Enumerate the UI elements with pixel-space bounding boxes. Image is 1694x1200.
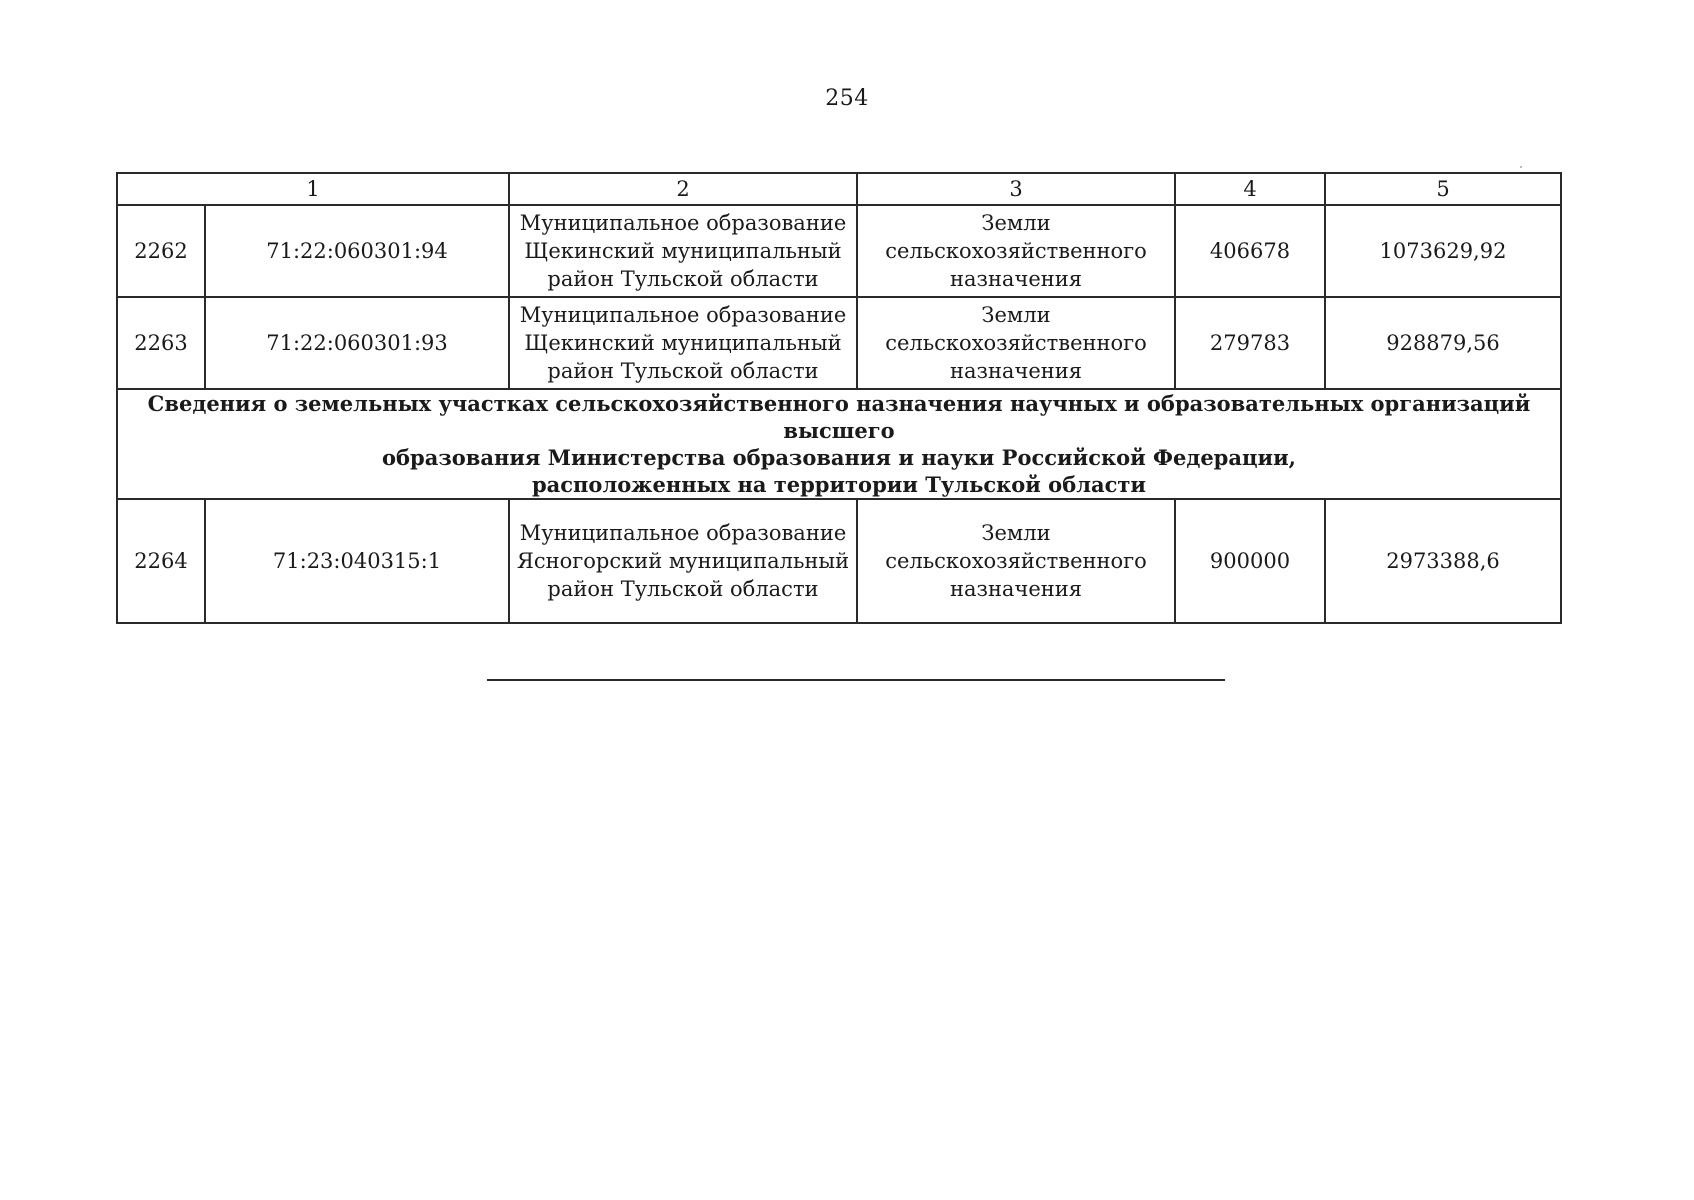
- section-heading-line: Сведения о земельных участках сельскохозяйственного назначения научных и образовательных организаций высшего: [147, 391, 1531, 443]
- category-line: Земли: [981, 521, 1051, 545]
- owner-line: Муниципальное образование: [519, 303, 847, 327]
- table-row: [117, 297, 1561, 389]
- category-line: назначения: [949, 577, 1083, 601]
- owner-line: район Тульской области: [547, 267, 819, 291]
- end-separator-line: [487, 679, 1225, 681]
- section-heading-line: расположенных на территории Тульской области: [531, 472, 1146, 497]
- category-line: Земли: [981, 303, 1051, 327]
- scan-speck: [1520, 166, 1522, 168]
- category-line: сельскохозяйственного: [885, 239, 1147, 263]
- category-line: сельскохозяйственного: [885, 549, 1147, 573]
- column-number-4: 4: [1175, 173, 1325, 205]
- table-row: [117, 205, 1561, 297]
- category-line: сельскохозяйственного: [885, 331, 1147, 355]
- section-heading-line: образования Министерства образования и науки Российской Федерации,: [382, 445, 1296, 470]
- owner-line: район Тульской области: [547, 359, 819, 383]
- cadastral-value: 928879,56: [1325, 297, 1561, 389]
- cadastral-number: 71:22:060301:93: [205, 297, 509, 389]
- owner-line: Ясногорский муниципальный: [516, 549, 850, 573]
- owner-line: Муниципальное образование: [519, 211, 847, 235]
- area-value: 900000: [1175, 499, 1325, 623]
- category-line: Земли: [981, 211, 1051, 235]
- column-number-2: 2: [509, 173, 857, 205]
- cadastral-number: 71:23:040315:1: [205, 499, 509, 623]
- category-line: назначения: [949, 267, 1083, 291]
- section-heading-row: [117, 389, 1561, 499]
- column-number-3: 3: [857, 173, 1175, 205]
- row-number: 2262: [117, 205, 205, 297]
- table-row: [117, 499, 1561, 623]
- owner-line: Щекинский муниципальный: [524, 239, 842, 263]
- row-number: 2264: [117, 499, 205, 623]
- area-value: 279783: [1175, 297, 1325, 389]
- land-category-cell: [857, 297, 1175, 389]
- owner-line: Щекинский муниципальный: [524, 331, 842, 355]
- column-number-1: 1: [117, 173, 509, 205]
- land-category-cell: [857, 205, 1175, 297]
- cadastral-value: 1073629,92: [1325, 205, 1561, 297]
- section-heading: [117, 389, 1561, 499]
- owner-cell: [509, 297, 857, 389]
- cadastral-number: 71:22:060301:94: [205, 205, 509, 297]
- land-category-cell: [857, 499, 1175, 623]
- land-registry-table: [116, 172, 1562, 624]
- page-number: 254: [825, 86, 869, 111]
- category-line: назначения: [949, 359, 1083, 383]
- area-value: 406678: [1175, 205, 1325, 297]
- cadastral-value: 2973388,6: [1325, 499, 1561, 623]
- owner-cell: [509, 205, 857, 297]
- owner-line: Муниципальное образование: [519, 521, 847, 545]
- column-number-5: 5: [1325, 173, 1561, 205]
- owner-cell: [509, 499, 857, 623]
- column-number-row: [117, 173, 1561, 205]
- row-number: 2263: [117, 297, 205, 389]
- owner-line: район Тульской области: [547, 577, 819, 601]
